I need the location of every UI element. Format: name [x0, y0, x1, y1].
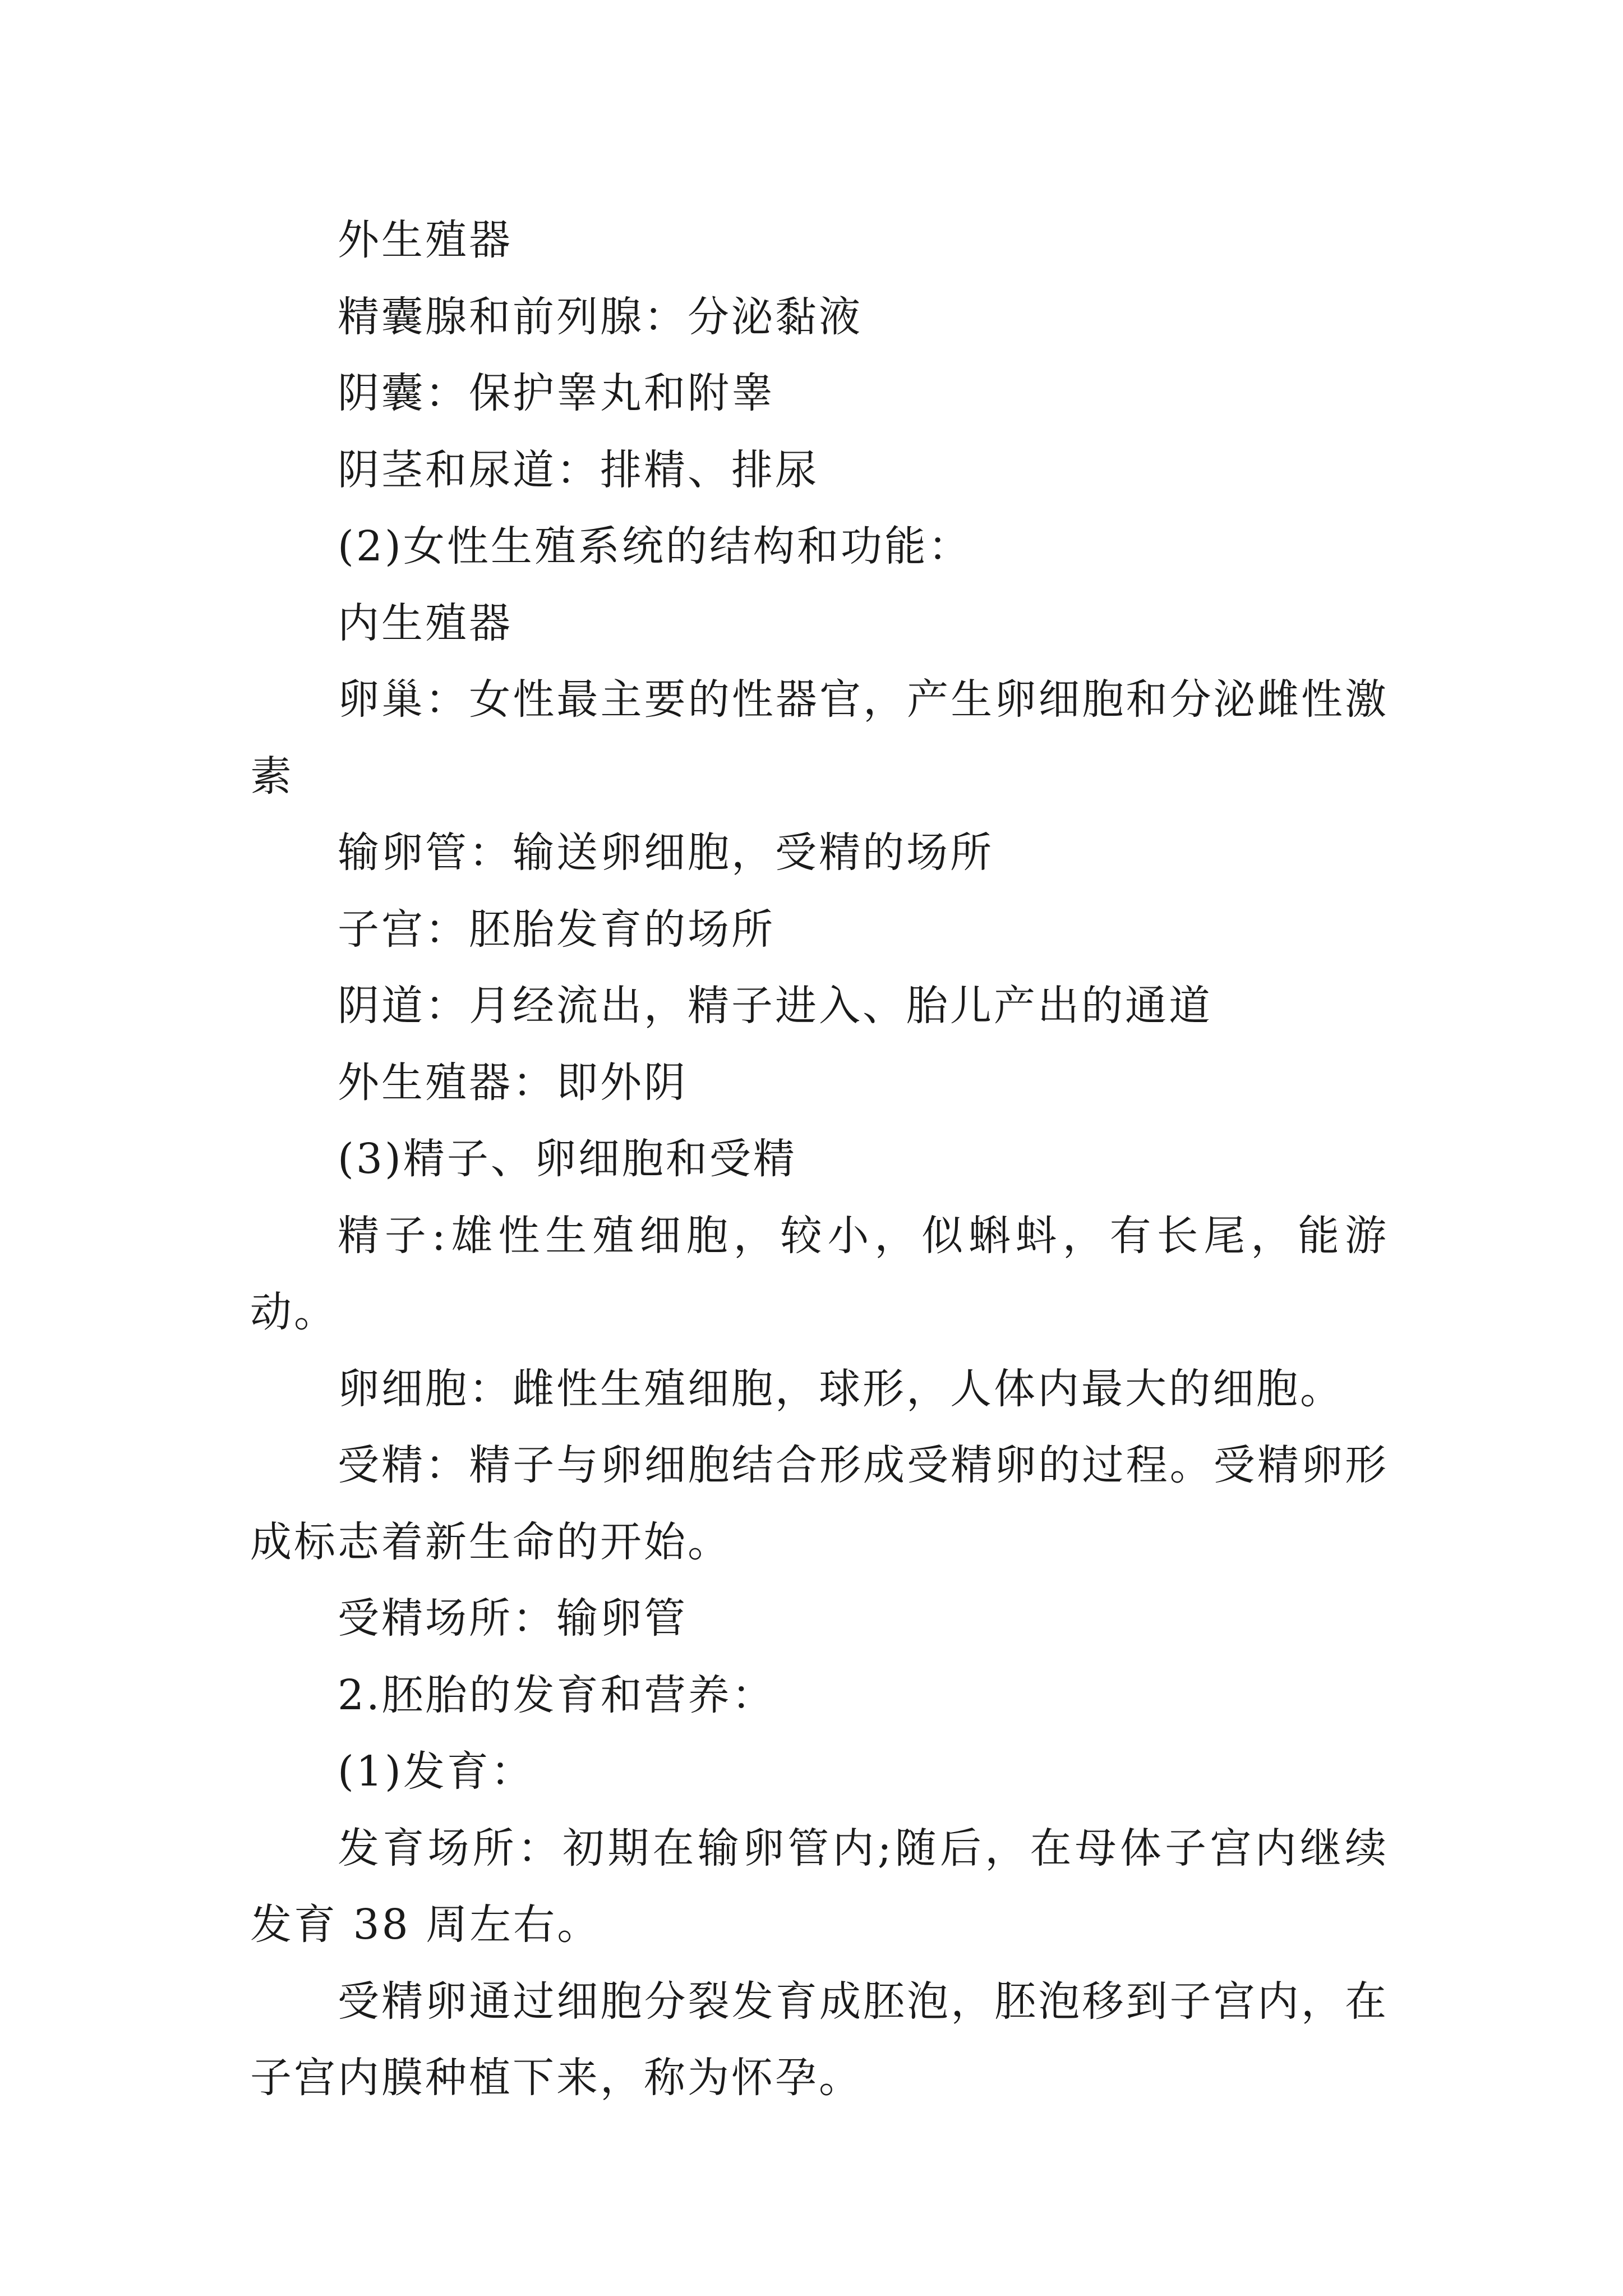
- paragraph: (1)发育：: [338, 1747, 534, 1796]
- paragraph: 输卵管：输送卵细胞，受精的场所: [338, 829, 994, 877]
- paragraph: 受精卵通过细胞分裂发育成胚泡，胚泡移到子宫内，在子宫内膜种植下来，称为怀孕。: [250, 1977, 1389, 2102]
- paragraph: 子宫：胚胎发育的场所: [338, 905, 775, 954]
- paragraph: 精囊腺和前列腺：分泌黏液: [338, 292, 863, 341]
- paragraph: 阴道：月经流出，精子进入、胎儿产出的通道: [338, 982, 1212, 1030]
- paragraph: 阴茎和尿道：排精、排尿: [338, 445, 819, 494]
- paragraph: 精子:雄性生殖细胞，较小，似蝌蚪，有长尾，能游动。: [250, 1211, 1389, 1336]
- paragraph: 外生殖器：即外阴: [338, 1058, 688, 1107]
- paragraph: (2)女性生殖系统的结构和功能：: [338, 522, 972, 570]
- paragraph: 卵细胞：雌性生殖细胞，球形，人体内最大的细胞。: [338, 1364, 1344, 1413]
- paragraph: 发育场所：初期在输卵管内;随后，在母体子宫内继续发育 38 周左右。: [250, 1824, 1389, 1949]
- paragraph: 受精：精子与卵细胞结合形成受精卵的过程。受精卵形成标志着新生命的开始。: [250, 1441, 1389, 1566]
- paragraph: 外生殖器: [338, 216, 513, 264]
- paragraph: 卵巢：女性最主要的性器官，产生卵细胞和分泌雌性激素: [250, 675, 1389, 800]
- paragraph: 阴囊：保护睾丸和附睾: [338, 369, 775, 417]
- paragraph: 2.胚胎的发育和营养：: [338, 1671, 776, 1719]
- paragraph: 内生殖器: [338, 599, 513, 647]
- paragraph: 受精场所：输卵管: [338, 1594, 688, 1642]
- paragraph: (3)精子、卵细胞和受精: [338, 1135, 797, 1183]
- body-text: [250, 202, 1389, 2116]
